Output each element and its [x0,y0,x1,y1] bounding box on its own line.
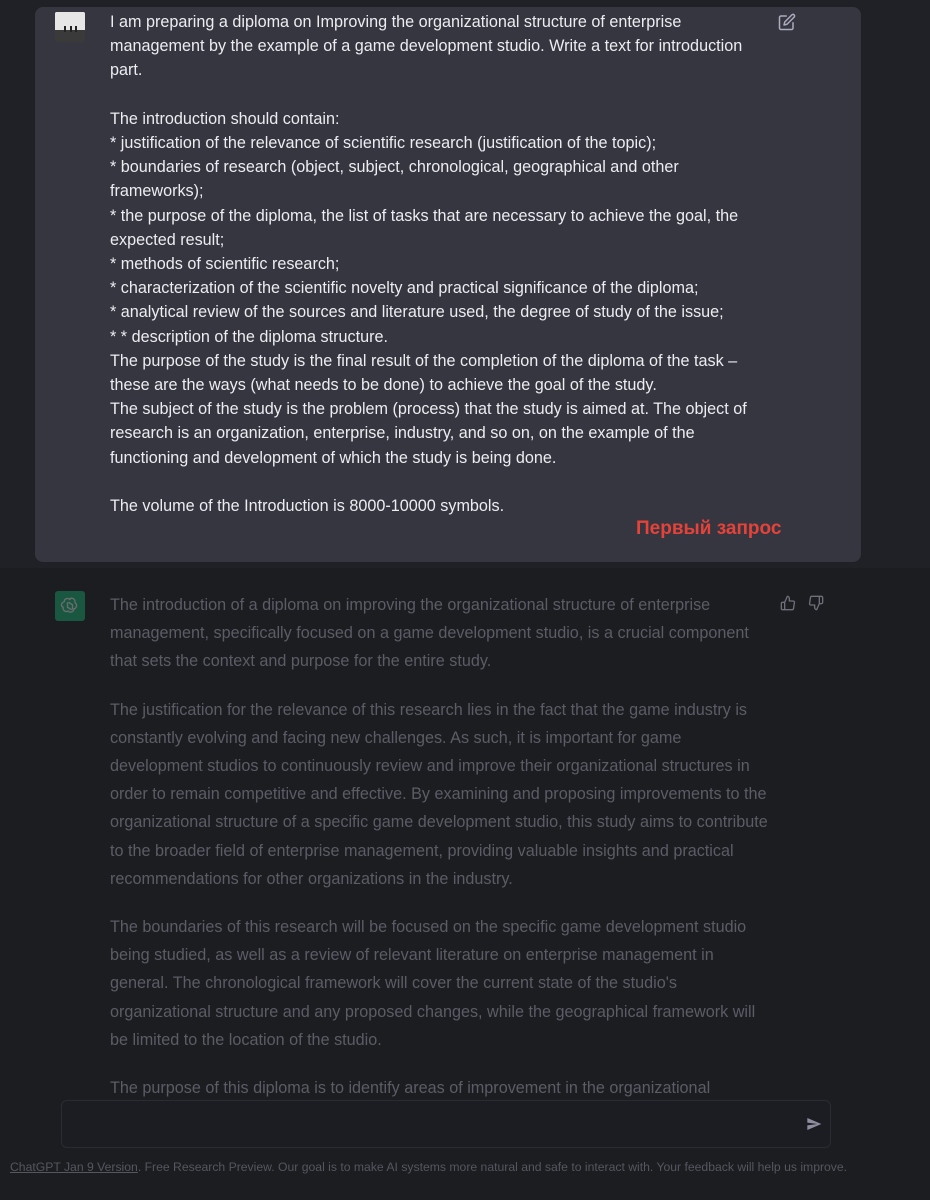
version-link[interactable]: ChatGPT Jan 9 Version [10,1160,138,1174]
send-icon[interactable] [806,1116,822,1132]
annotation-label: Первый запрос [636,518,782,539]
user-avatar [55,12,85,42]
assistant-paragraph: The purpose of this diploma is to identify areas of improvement in the organizational [110,1079,711,1098]
assistant-paragraph: The introduction of a diploma on improving the organizational structure of enterprise management, specifically focused on a game development studio, is a crucial component that sets the context and purpose for the entire study. [110,596,749,671]
assistant-paragraph: The justification for the relevance of this research lies in the fact that the game industry is constantly evolving and facing new challenges. As such, it is important for game development studios to continuously review and improve their organizational structures in order to remain competitive and effective. By examining and proposing improvements to the organizational structure of a specific game development studio, this study aims to contribute to the broader field of enterprise management, providing valuable insights and practical recommendations for other organizations in the industry. [110,700,768,888]
edit-icon[interactable] [778,13,796,31]
thumbs-up-icon[interactable] [780,595,796,611]
message-composer[interactable] [61,1100,831,1148]
openai-logo-icon [55,591,85,621]
assistant-paragraph: The boundaries of this research will be focused on the specific game development studio being studied, as well as a review of relevant literature on enterprise management in general. The chronological framework will cover the current state of the studio's organizational structure and any proposed changes, while the geographical framework will be limited to the location of the studio. [110,918,756,1049]
message-input[interactable] [74,1101,794,1147]
user-message-text: I am preparing a diploma on Improving the organizational structure of enterprise management by the example of a game development studio. Write a text for introduction part. The introduction should contain: * justification of the relevance of scientific research (justification of the topic); * boundaries of research (object, subject, chronological, geographical and other frameworks); * the purpose of the diploma, the list of tasks that are necessary to achieve the goal, the expected result; * methods of scientific research; * characterization of the scientific novelty and practical significance of the diploma; * analytical review of the sources and literature used, the degree of study of the issue; * * description of the diploma structure. The purpose of the study is the final result of the completion of the diploma of the task – these are the ways (what needs to be done) to achieve the goal of the study. The subject of the study is the problem (process) that the study is aimed at. The object of research is an organization, enterprise, industry, and so on, on the example of the functioning and development of which the study is being done. The volume of the Introduction is 8000-10000 symbols. [110,13,747,516]
footer-disclaimer [10,1159,925,1175]
thumbs-down-icon[interactable] [808,595,824,611]
footer-text: . Free Research Preview. Our goal is to make AI systems more natural and safe to interact with. Your feedback will help us improve. [137,1160,848,1174]
assistant-message-text [110,591,770,1122]
